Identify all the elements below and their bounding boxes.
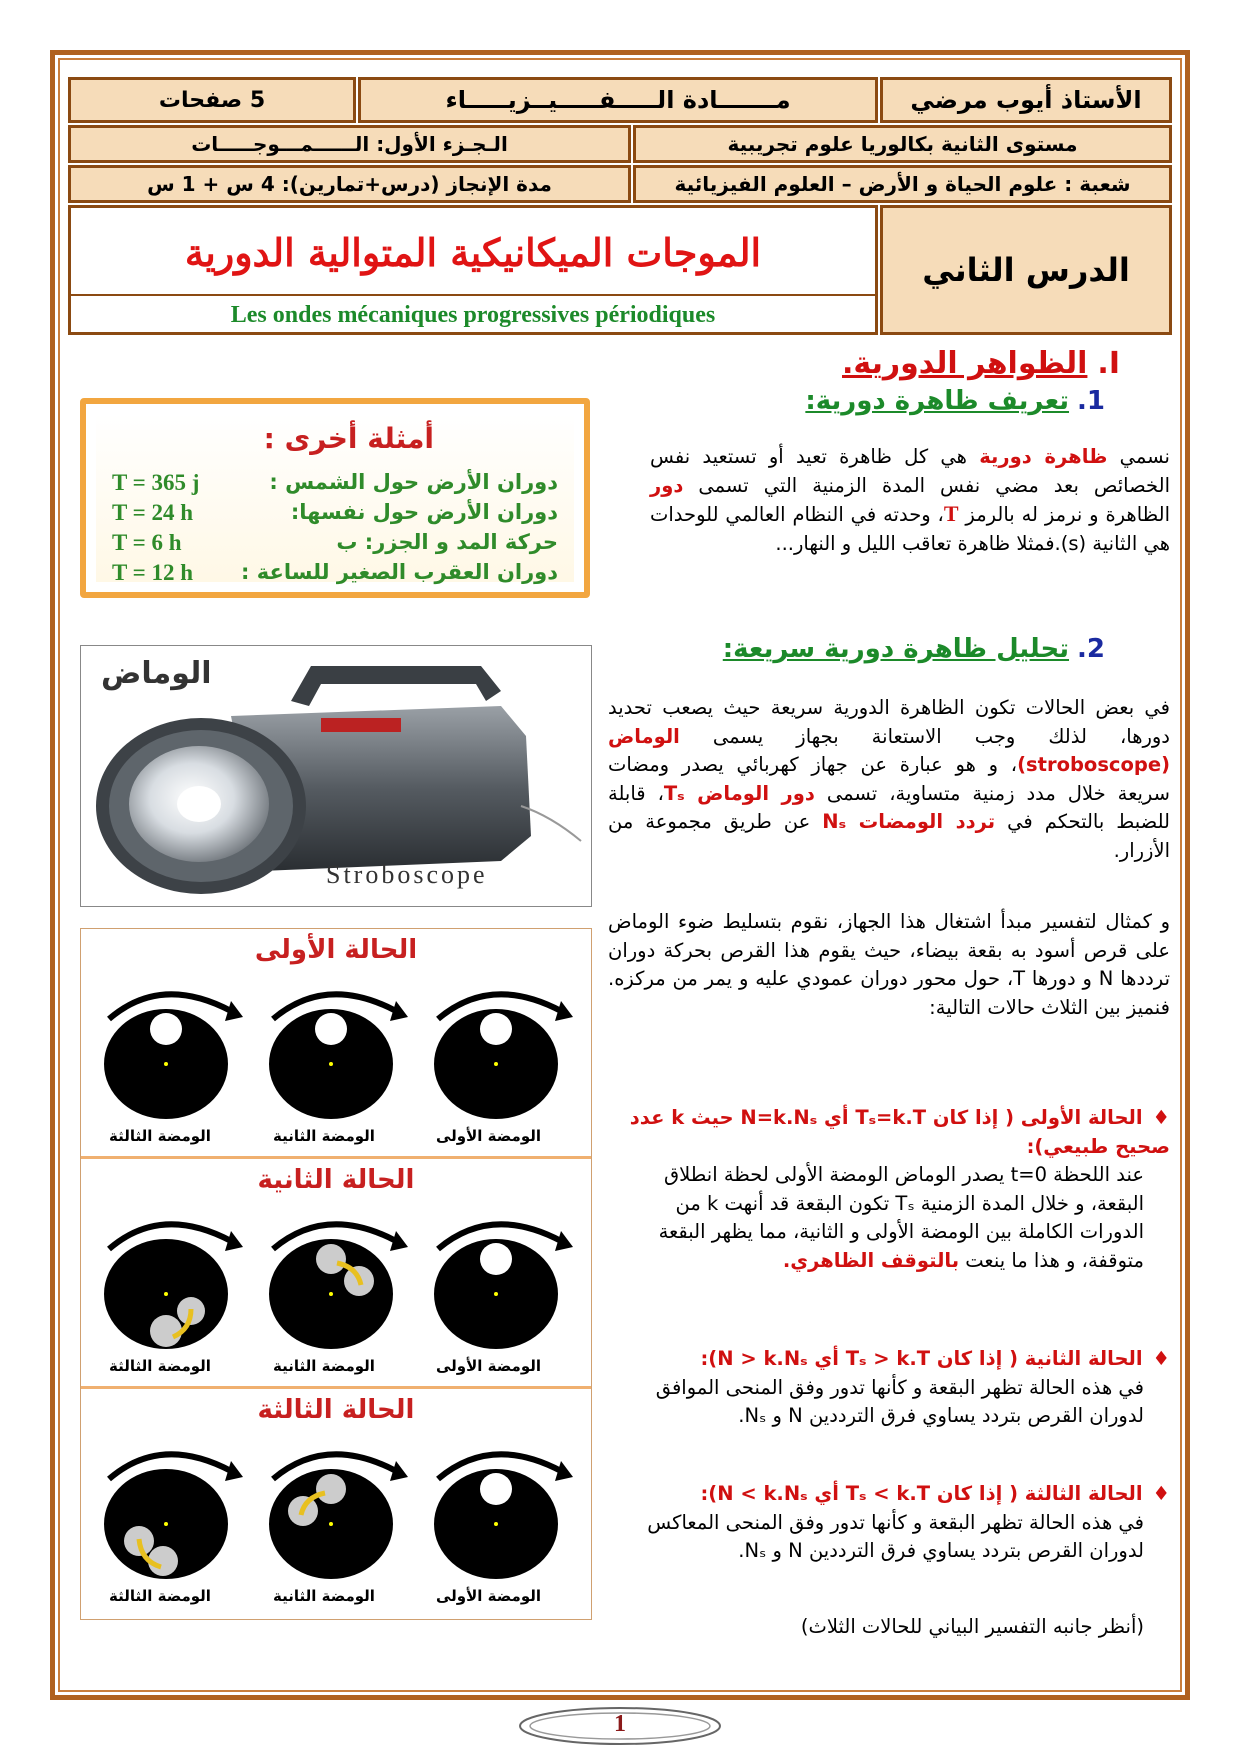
disk-diagram (81, 929, 591, 1159)
strobo-keyword-device: الوماض (stroboscope) (608, 724, 1170, 776)
case-1 (608, 1104, 1170, 1275)
flash-caption: الومضة الثالثة (109, 1587, 211, 1605)
case-3-head (608, 1480, 1170, 1509)
model-paragraph: و كمثال لتفسير مبدأ اشتغال هذا الجهاز، نقوم بتسليط ضوء الوماض على قرص أسود به بقعة بيضاء، حيث يقوم هذا القرص بحركة دوران ترددها N و دورها T، حول محور دوران عمودي عليه و يمر من مركزه. فنميز بين الثلاث حالات التالية: (608, 910, 1170, 1019)
examples-box (80, 398, 590, 598)
example-row (112, 560, 558, 584)
def-text-1: نسمي (1107, 445, 1170, 468)
strobo-text-3: ، قابلة للضبط بالتحكم في (608, 781, 1170, 833)
case-1-body-keyword: بالتوقف الظاهري. (782, 1248, 960, 1272)
def-text-4: ، وحدته في النظام العالمي للوحدات هي الثانية (s).فمثلا ظاهرة تعاقب الليل و النهار... (650, 503, 1170, 555)
examples-title: أمثلة أخرى : (263, 422, 434, 455)
case-panel-title: الحالة الثالثة (257, 1395, 415, 1425)
disk-2 (269, 1224, 408, 1349)
disk-diagram (81, 1159, 591, 1389)
strobo-text-1: في بعض الحالات تكون الظاهرة الدورية سريعة حيث يصعب تحديد دورها، لذلك وجب الاستعانة بجهاز يسمى (608, 696, 1170, 748)
def-keyword-period: دور (650, 473, 684, 497)
example-label: دوران العقرب الصغير للساعة : (241, 560, 558, 584)
page-number-badge (516, 1705, 724, 1747)
example-row (112, 530, 558, 554)
header-duration: مدة الإنجاز (درس+تمارين): 4 س + 1 س (68, 165, 631, 203)
section-number: I. (1097, 346, 1120, 381)
subsection-1-number: 1. (1077, 386, 1105, 416)
subsection-2-title: تحليل ظاهرة دورية سريعة: (722, 634, 1070, 664)
case-panel-1 (81, 929, 591, 1159)
stroboscope-image (80, 645, 592, 907)
case-3-body (608, 1509, 1170, 1566)
subsection-1-title: تعريف ظاهرة دورية: (805, 386, 1070, 416)
stroboscope-label-en: Stroboscope (326, 860, 488, 889)
case-3-head-text: الحالة الثالثة ( إذا كان Tₛ < k.T أي N < k.Nₛ): (700, 1482, 1143, 1505)
header-pages: 5 صفحات (68, 77, 356, 123)
diamond-icon: ♦ (1152, 1347, 1170, 1370)
disk-1 (104, 1224, 243, 1349)
case-panel-3 (81, 1389, 591, 1619)
subsection-2-heading (723, 634, 1105, 664)
case-1-head-text: الحالة الأولى ( إذا كان Tₛ=k.T أي N=k.Nₛ حيث k عدد صحيح طبيعي): (629, 1106, 1170, 1158)
header-subject: مـــــــادة الـــــفـــــيــزيـــــاء (358, 77, 878, 123)
disk-2 (269, 1454, 408, 1579)
case-3-body-text: في هذه الحالة تظهر البقعة و كأنها تدور وفق المنحى المعاكس لدوران القرص بتردد يساوي فرق الترددين N و Nₛ. (647, 1510, 1144, 1562)
case-2-body-text: في هذه الحالة تظهر البقعة و كأنها تدور وفق المنحى الموافق لدوران القرص بتردد يساوي فرق الترددين N و Nₛ. (655, 1375, 1144, 1427)
example-label: دوران الأرض حول الشمس : (269, 470, 558, 494)
see-note: (أنظر جانبه التفسير البياني للحالات الثلاث) (800, 1615, 1144, 1638)
case-1-body-text: عند اللحظة t=0 يصدر الوماض الومضة الأولى لحظة انطلاق البقعة، و خلال المدة الزمنية Tₛ تكون البقعة قد أنهت k من الدورات الكاملة بين الومضة الأولى و الثانية، مما يظهر البقعة متوقفة، و هذا ما ينعت (658, 1163, 1144, 1272)
def-keyword-periodic: ظاهرة دورية (979, 445, 1108, 468)
diamond-icon: ♦ (1152, 1106, 1170, 1129)
definition-paragraph (650, 443, 1170, 558)
case-panel-title: الحالة الأولى (254, 935, 418, 965)
disk-3 (434, 1224, 573, 1349)
disk-3 (434, 994, 573, 1119)
cases-diagram (80, 928, 592, 1620)
strobo-keyword-period: دور الوماض Tₛ (663, 781, 815, 805)
strobo-text-4: عن طريق مجموعة من الأزرار. (608, 810, 1170, 862)
example-label: حركة المد و الجزر: ب (336, 530, 558, 554)
case-1-body (608, 1161, 1170, 1275)
section-heading (842, 346, 1120, 381)
subsection-1-heading (805, 386, 1105, 416)
case-panel-2 (81, 1159, 591, 1389)
strobo-keyword-frequency: تردد الومضات Nₛ (822, 810, 996, 833)
title-divider (71, 294, 875, 296)
header-part: الـجـزء الأول: الــــــمـــوجـــــات (68, 125, 631, 163)
flash-caption: الومضة الثانية (273, 1587, 375, 1605)
example-row (112, 500, 558, 524)
stroboscope-label-ar: الوماض (101, 656, 212, 691)
strobo-text-2: ، و هو عبارة عن جهاز كهربائي يصدر ومضات سريعة خلال مدد زمنية متساوية، تسمى (608, 753, 1170, 805)
title-box (68, 205, 878, 335)
example-label: دوران الأرض حول نفسها: (290, 500, 558, 524)
case-2 (608, 1345, 1170, 1431)
header-branch: شعبة : علوم الحياة و الأرض – العلوم الفيزيائية (633, 165, 1172, 203)
disk-2 (269, 994, 408, 1119)
case-1-head (608, 1104, 1170, 1161)
disk-diagram (81, 1389, 591, 1619)
example-row (112, 470, 558, 494)
section-title: الظواهر الدورية. (842, 346, 1088, 381)
title-french: Les ondes mécaniques progressives périodiques (230, 302, 716, 328)
def-keyword-symbol: T (943, 501, 959, 526)
case-2-body (608, 1374, 1170, 1431)
header-level: مستوى الثانية بكالوريا علوم تجريبية (633, 125, 1172, 163)
flash-caption: الومضة الأولى (436, 1587, 542, 1605)
disk-1 (104, 1454, 243, 1579)
disk-1 (104, 994, 243, 1119)
example-value: T = 6 h (112, 530, 182, 555)
diamond-icon: ♦ (1152, 1482, 1170, 1505)
subsection-2-number: 2. (1077, 634, 1105, 664)
case-2-head (608, 1345, 1170, 1374)
def-text-3: الظاهرة و نرمز له بالرمز (958, 503, 1171, 526)
def-text-2: هي كل ظاهرة تعيد أو تستعيد نفس الخصائص بعد مضي نفس المدة الزمنية التي تسمى (650, 445, 1170, 497)
page-number: 1 (614, 1711, 626, 1737)
stroboscope-paragraph (608, 694, 1170, 865)
flash-caption: الومضة الثالثة (109, 1127, 211, 1145)
example-value: T = 12 h (112, 560, 194, 585)
flash-caption: الومضة الثانية (273, 1357, 375, 1375)
flash-caption: الومضة الثالثة (109, 1357, 211, 1375)
disk-3 (434, 1454, 573, 1579)
flash-caption: الومضة الثانية (273, 1127, 375, 1145)
example-value: T = 365 j (112, 470, 200, 495)
lesson-label: الدرس الثاني (880, 205, 1172, 335)
case-2-head-text: الحالة الثانية ( إذا كان Tₛ > k.T أي N > k.Nₛ): (700, 1347, 1143, 1370)
title-arabic: الموجات الميكانيكية المتوالية الدورية (184, 230, 762, 275)
case-panel-title: الحالة الثانية (257, 1165, 415, 1195)
flash-caption: الومضة الأولى (436, 1127, 542, 1145)
example-value: T = 24 h (112, 500, 194, 525)
case-3 (608, 1480, 1170, 1566)
header-teacher: الأستاذ أيوب مرضي (880, 77, 1172, 123)
flash-caption: الومضة الأولى (436, 1357, 542, 1375)
